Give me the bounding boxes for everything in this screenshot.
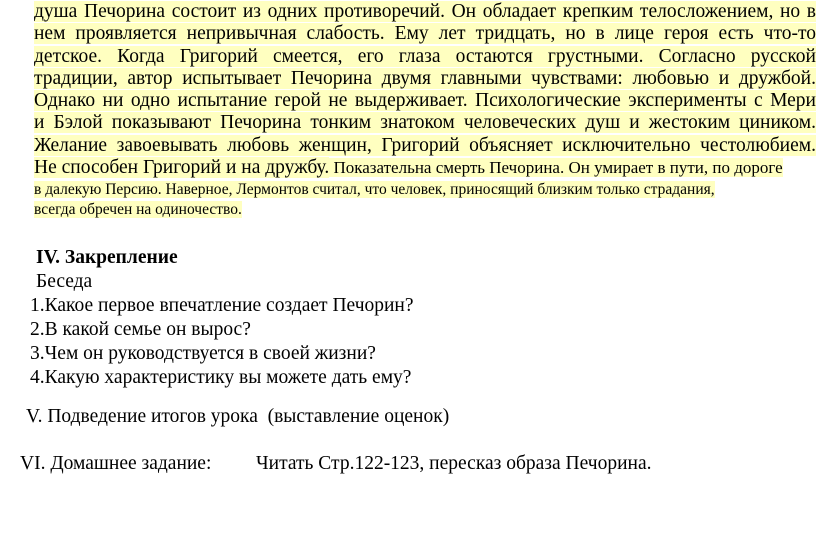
- paragraph-line: Не способен Григорий и на дружбу. Показательна смерть Печорина. Он умирает в пути, по дороге: [34, 157, 783, 179]
- highlighted-paragraph: [34, 0, 816, 219]
- paragraph-line: всегда обречен на одиночество.: [34, 201, 242, 219]
- paragraph-line: нем проявляется непривычная слабость. Ему лет тридцать, но в лице героя есть что-то: [34, 23, 816, 45]
- paragraph-line: Однако ни одно испытание герой не выдерживает. Психологические эксперименты с Мери: [34, 90, 816, 112]
- question-item: 1.Какое первое впечатление создает Печорин?: [30, 295, 414, 316]
- paragraph-line: традиции, автор испытывает Печорина двумя главными чувствами: любовью и дружбой.: [34, 67, 816, 89]
- section-6-label: VI. Домашнее задание:: [20, 453, 212, 474]
- paragraph-line: душа Печорина состоит из одних противоречий. Он обладает крепким телосложением, но в: [34, 1, 816, 22]
- section-5-text: V. Подведение итогов урока (выставление оценок): [26, 406, 450, 427]
- section-6-task: Читать Стр.122-123, пересказ образа Печорина.: [256, 453, 652, 474]
- question-item: 2.В какой семье он вырос?: [30, 319, 251, 340]
- paragraph-line: в далекую Персию. Наверное, Лермонтов считал, что человек, приносящий близким только страдания,: [34, 181, 715, 199]
- paragraph-line: Желание завоевывать любовь женщин, Григорий объясняет исключительно честолюбием.: [34, 134, 816, 156]
- paragraph-line: и Бэлой показывают Печорина тонким знатоком человеческих душ и жестоким циником.: [34, 112, 816, 134]
- question-item: 4.Какую характеристику вы можете дать ему?: [30, 367, 412, 388]
- question-item: 3.Чем он руководствуется в своей жизни?: [30, 343, 376, 364]
- paragraph-line: детское. Когда Григорий смеется, его глаза остаются грустными. Согласно русской: [34, 45, 816, 67]
- section-4-heading: IV. Закрепление: [36, 247, 178, 268]
- section-4-subheading: Беседа: [36, 271, 93, 292]
